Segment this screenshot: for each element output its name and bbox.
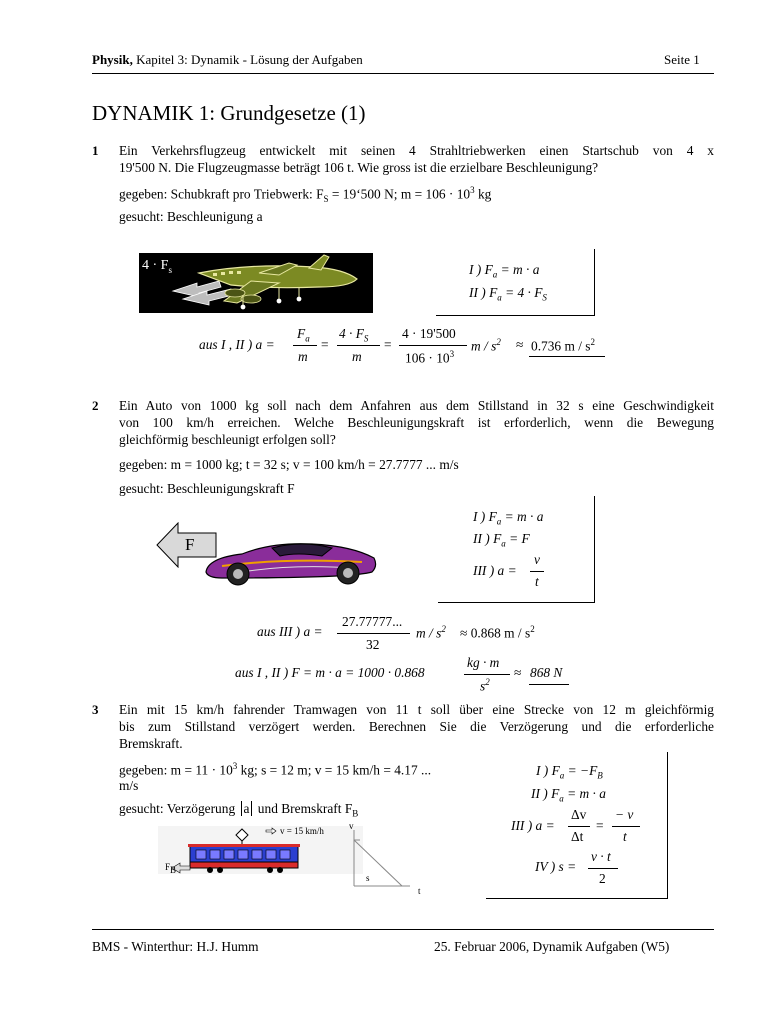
page-title: DYNAMIK 1: Grundgesetze (1) [92, 101, 366, 125]
footer-date: 25. Februar 2006, Dynamik Aufgaben (W5) [434, 939, 670, 954]
airplane-illustration [139, 253, 373, 313]
p2-calc2-label: aus I , II ) F = m · a = 1000 · 0.868 [235, 665, 425, 680]
p1-result: 0.736 m / $s^2$ [531, 337, 596, 354]
abs-bar-right [251, 801, 252, 816]
problem-2-text [119, 397, 714, 448]
p2-eq3-line [530, 571, 544, 572]
problem-2-given: gegeben: m = 1000 kg; t = 32 s; v = 100 km/h = 27.7777 ... m/s [119, 457, 459, 472]
p2-calc2-den: $s^2$ [480, 677, 490, 694]
p3-eq3-equals: = [596, 818, 604, 833]
footer-rule [92, 929, 714, 930]
p1-eq-sign-2: = [384, 337, 392, 352]
problem-2-number: 2 [92, 398, 99, 413]
tram-illustration [158, 826, 363, 874]
p1-approx: ≈ [516, 337, 524, 352]
problem-1-sought: gesucht: Beschleunigung a [119, 209, 263, 224]
p3-eq3-den1: Δt [571, 829, 584, 844]
problem-1-number: 1 [92, 143, 99, 158]
p3-eq3-line2 [612, 826, 640, 827]
p1-frac2-den: m [352, 349, 362, 364]
problem-3-text [119, 701, 714, 752]
p2-calc1-result: ≈ 0.868 m / $s^2$ [460, 624, 535, 641]
p1-equation-2: II ) $F_a = 4 \cdot F_S$ [469, 285, 547, 303]
p3-equation-3: III ) a = [511, 818, 555, 833]
p1-result-underline [529, 356, 605, 357]
p3-eq3-den2: t [623, 829, 627, 844]
header-chapter: Kapitel 3: Dynamik - Lösung der Aufgaben [136, 52, 363, 67]
p2-equation-3: III ) a = [473, 563, 517, 578]
problem-1-text [119, 142, 714, 176]
problem-3-sought: gesucht: Verzögerung a und Bremskraft $F_B$ [119, 801, 359, 819]
problem-3-line-2: bis zum Stillstand verzögert werden. Berechnen Sie die Verzögerung und die erforderliche [119, 719, 714, 734]
p2-calc1-num: 27.77777... [342, 614, 403, 629]
p3-equation-1: I ) $F_a = -F_B$ [536, 763, 603, 781]
p1-frac1-den: m [298, 349, 308, 364]
p1-calc-label: aus I , II ) a = [199, 337, 275, 352]
p1-frac3-line [399, 345, 467, 346]
p2-approx: ≈ [514, 665, 522, 680]
problem-3-given-cont: m/s [119, 778, 139, 793]
p1-frac2-line [337, 345, 380, 346]
p2-result-underline [529, 684, 569, 685]
force-arrow-label: F [185, 535, 195, 554]
problem-1-given: gegeben: Schubkraft pro Triebwerk: $F_S$ = 19‘500 N; $m = 106 \cdot 10^3$ kg [119, 185, 492, 205]
p1-frac2-num: $4 \cdot F_S$ [339, 326, 369, 344]
p2-calc2-num: kg · m [467, 655, 500, 670]
problem-1-line-2: 19'500 N. Die Flugzeugmasse beträgt 106 t. Wie gross ist die erzielbare Beschleunigung? [119, 160, 599, 175]
p2-calc1-line [337, 633, 410, 634]
abs-bar-left [241, 801, 242, 816]
p1-eq-sign-1: = [321, 337, 329, 352]
graph-v-label: v [349, 821, 354, 831]
graph-s-label: s [366, 873, 370, 883]
problem-3-given: gegeben: $m = 11 \cdot 10^3$ kg; s = 12 m; v = 15 km/h = 4.17 ... [119, 761, 432, 778]
problem-2-line-1: Ein Auto von 1000 kg soll nach dem Anfahren aus dem Stillstand in 32 s eine Geschwindigkeit [119, 398, 714, 413]
p2-equation-1: I ) $F_a = m \cdot a$ [473, 509, 544, 527]
problem-3-number: 3 [92, 702, 99, 717]
tram-speed-label: v = 15 km/h [280, 826, 324, 836]
p3-equation-4: IV ) s = [535, 859, 577, 874]
p3-eq3-num2: − v [615, 807, 634, 822]
header-rule [92, 73, 714, 74]
problem-3-line-3: Bremskraft. [119, 736, 183, 751]
p2-eq3-den: t [535, 574, 539, 589]
p1-frac1-num: $F_a$ [297, 326, 310, 344]
graph-t-label: t [418, 886, 421, 896]
p2-result: 868 N [530, 665, 563, 680]
p2-eq3-num: v [534, 552, 540, 567]
sports-car-icon [202, 536, 380, 586]
problem-2-line-3: gleichförmig beschleunigt erfolgen soll? [119, 432, 336, 447]
p2-calc1-den: 32 [366, 637, 380, 652]
p1-unit: m / $s^2$ [471, 337, 501, 354]
p3-equation-2: II ) $F_a = m \cdot a$ [531, 786, 606, 804]
p1-frac3-den: $106 \cdot 10^3$ [405, 349, 455, 366]
header-subject: Physik, [92, 52, 133, 67]
p1-frac1-line [293, 345, 317, 346]
p3-eq4-line [588, 868, 618, 869]
airplane-icon [139, 253, 373, 313]
p3-eq3-num1: Δv [571, 807, 587, 822]
p2-calc2-line [464, 674, 510, 675]
thrust-label: $4 \cdot F_s$ [142, 258, 172, 275]
problem-1-line-1: Ein Verkehrsflugzeug entwickelt mit seinen 4 Strahltriebwerken einen Startschub von 4 x [119, 143, 714, 158]
p2-equation-2: II ) $F_a = F$ [473, 531, 530, 549]
header-page-number: Seite 1 [664, 52, 700, 67]
velocity-time-graph [346, 828, 416, 894]
p3-eq4-num: v · t [591, 849, 611, 864]
p1-equation-1: I ) $F_a = m \cdot a$ [469, 262, 540, 280]
equation-box-1 [436, 249, 595, 316]
p3-eq3-line1 [568, 826, 590, 827]
footer-author: BMS - Winterthur: H.J. Humm [92, 939, 259, 954]
p2-calc1-unit: m / $s^2$ [416, 624, 446, 641]
p2-calc1-label: aus III ) a = [257, 624, 323, 639]
problem-2-line-2: von 100 km/h erreichen. Welche Beschleunigungskraft ist erforderlich, wenn die Bewegung [119, 415, 714, 430]
p1-frac3-num: 4 · 19'500 [402, 326, 456, 341]
problem-2-sought: gesucht: Beschleunigungskraft F [119, 481, 295, 496]
problem-3-line-1: Ein mit 15 km/h fahrender Tramwagen von 11 t soll über eine Strecke von 12 m gleichförmig [119, 702, 714, 717]
tram-force-label: $F_B$ [165, 862, 177, 875]
p3-eq4-den: 2 [599, 871, 606, 886]
page-header [92, 52, 363, 68]
